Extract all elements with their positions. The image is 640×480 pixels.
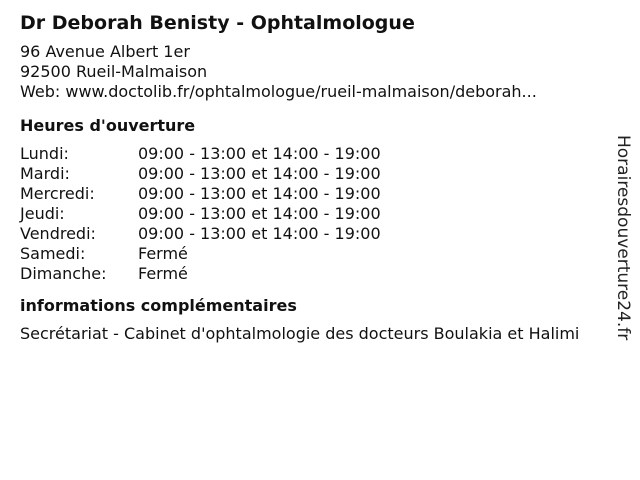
time-value: Fermé: [138, 244, 188, 263]
hours-row-friday: [20, 224, 600, 244]
hours-table: [20, 144, 600, 284]
day-label: Dimanche:: [20, 264, 107, 283]
time-value: 09:00 - 13:00 et 14:00 - 19:00: [138, 204, 381, 223]
hours-heading: Heures d'ouverture: [20, 116, 196, 135]
hours-row-wednesday: [20, 184, 600, 204]
business-card: [20, 10, 600, 344]
info-heading: informations complémentaires: [20, 296, 297, 315]
time-value: 09:00 - 13:00 et 14:00 - 19:00: [138, 184, 381, 203]
hours-row-saturday: [20, 244, 600, 264]
day-label: Samedi:: [20, 244, 86, 263]
time-value: Fermé: [138, 264, 188, 283]
info-text: Secrétariat - Cabinet d'ophtalmologie des docteurs Boulakia et Halimi: [20, 324, 580, 343]
hours-row-tuesday: [20, 164, 600, 184]
address-city: 92500 Rueil-Malmaison: [20, 62, 208, 81]
time-value: 09:00 - 13:00 et 14:00 - 19:00: [138, 144, 381, 163]
time-value: 09:00 - 13:00 et 14:00 - 19:00: [138, 164, 381, 183]
day-label: Lundi:: [20, 144, 69, 163]
day-label: Vendredi:: [20, 224, 96, 243]
day-label: Mardi:: [20, 164, 70, 183]
website-link[interactable]: Web: www.doctolib.fr/ophtalmologue/rueil-malmaison/deborah...: [20, 82, 537, 101]
day-label: Mercredi:: [20, 184, 95, 203]
day-label: Jeudi:: [20, 204, 65, 223]
address-street: 96 Avenue Albert 1er: [20, 42, 190, 61]
page-title: Dr Deborah Benisty - Ophtalmologue: [20, 12, 415, 34]
time-value: 09:00 - 13:00 et 14:00 - 19:00: [138, 224, 381, 243]
hours-row-thursday: [20, 204, 600, 224]
hours-row-monday: [20, 144, 600, 164]
hours-row-sunday: [20, 264, 600, 284]
address-block: [20, 42, 600, 102]
site-watermark: Horairesdouverture24.fr: [613, 135, 633, 341]
